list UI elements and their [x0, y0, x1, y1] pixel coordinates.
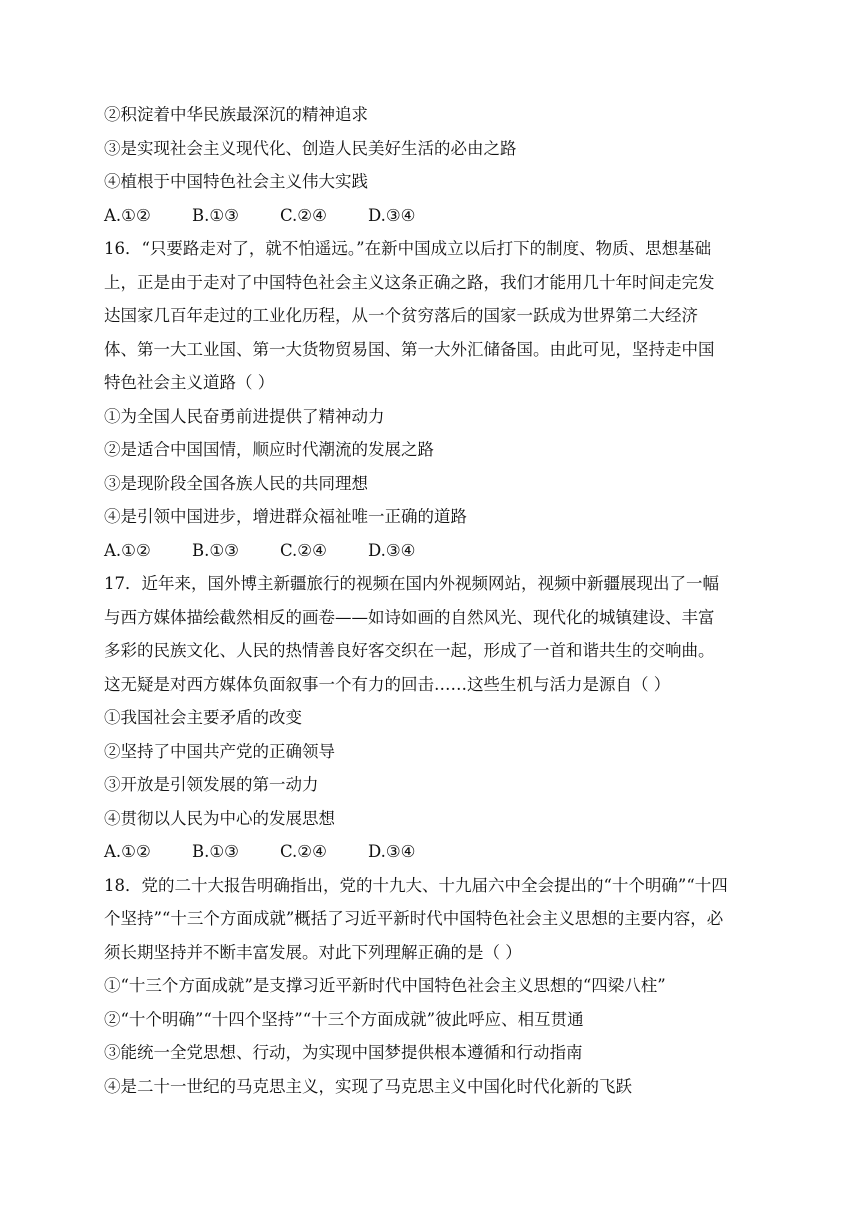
answer-item: ④是引领中国进步，增进群众福祉唯一正确的道路 [104, 507, 467, 526]
answer-item: ①我国社会主要矛盾的改变 [104, 708, 302, 727]
question-16 [104, 232, 764, 567]
choice-option-d: D.③④ [368, 842, 416, 861]
choice-option-c: C.②④ [280, 205, 327, 225]
exam-page [104, 98, 764, 1103]
answer-item: ④贯彻以人民为中心的发展思想 [104, 808, 335, 828]
choice-option-b: B.①③ [192, 205, 239, 225]
question-stem-line: 17．近年来，国外博主新疆旅行的视频在国内外视频网站，视频中新疆展现出了一幅 [104, 574, 719, 593]
answer-item: ③是实现社会主义现代化、创造人民美好生活的必由之路 [104, 138, 517, 158]
answer-item: ②坚持了中国共产党的正确领导 [104, 741, 335, 761]
question-stem-line: 个坚持”“十三个方面成就”概括了习近平新时代中国特色社会主义思想的主要内容，必 [104, 909, 724, 928]
question-stem-line: 18．党的二十大报告明确指出，党的十九大、十九届六中全会提出的“十个明确”“十四 [104, 875, 728, 895]
answer-item: ③开放是引领发展的第一动力 [104, 775, 319, 794]
question-17 [104, 567, 764, 869]
question-stem-line: 特色社会主义道路（ ） [104, 373, 275, 392]
question-stem-line: 与西方媒体描绘截然相反的画卷——如诗如画的自然风光、现代化的城镇建设、丰富 [104, 607, 715, 627]
answer-item: ④植根于中国特色社会主义伟大实践 [104, 172, 368, 191]
answer-item: ②“十个明确”“十四个坚持”“十三个方面成就”彼此呼应、相互贯通 [104, 1009, 584, 1029]
answer-item: ①“十三个方面成就”是支撑习近平新时代中国特色社会主义思想的“四梁八柱” [104, 976, 666, 995]
answer-item: ②是适合中国国情，顺应时代潮流的发展之路 [104, 440, 434, 459]
question-15-continued [104, 98, 764, 232]
choice-options [104, 199, 764, 233]
question-stem-line: 上，正是由于走对了中国特色社会主义这条正确之路，我们才能用几十年时间走完发 [104, 272, 715, 292]
choice-option-d: D.③④ [368, 540, 416, 560]
choice-option-a: A.①② [104, 842, 151, 861]
question-stem-line: 体、第一大工业国、第一大货物贸易国、第一大外汇储备国。由此可见，坚持走中国 [104, 339, 715, 359]
answer-item: ①为全国人民奋勇前进提供了精神动力 [104, 406, 385, 426]
choice-option-a: A.①② [104, 205, 151, 225]
answer-item: ②积淀着中华民族最深沉的精神追求 [104, 105, 368, 124]
answer-item: ④是二十一世纪的马克思主义，实现了马克思主义中国化时代化新的飞跃 [104, 1076, 632, 1096]
answer-item: ③能统一全党思想、行动，为实现中国梦提供根本遵循和行动指南 [104, 1043, 583, 1062]
choice-option-a: A.①② [104, 540, 151, 560]
question-stem-line: 这无疑是对西方媒体负面叙事一个有力的回击……这些生机与活力是源自（ ） [104, 674, 671, 694]
choice-options [104, 534, 764, 568]
choice-option-b: B.①③ [192, 540, 239, 560]
question-stem-line: 须长期坚持并不断丰富发展。对此下列理解正确的是（ ） [104, 942, 522, 962]
question-stem-line: 达国家几百年走过的工业化历程，从一个贫穷落后的国家一跃成为世界第二大经济 [104, 306, 698, 325]
question-stem-line: 16．“只要路走对了，就不怕遥远。”在新中国成立以后打下的制度、物质、思想基础 [104, 239, 712, 258]
choice-option-d: D.③④ [368, 205, 416, 225]
choice-options [104, 835, 764, 869]
choice-option-c: C.②④ [280, 842, 327, 861]
choice-option-c: C.②④ [280, 540, 327, 560]
question-18 [104, 869, 764, 1104]
choice-option-b: B.①③ [192, 842, 239, 861]
question-stem-line: 多彩的民族文化、人民的热情善良好客交织在一起，形成了一首和谐共生的交响曲。 [104, 641, 715, 660]
answer-item: ③是现阶段全国各族人民的共同理想 [104, 473, 368, 493]
